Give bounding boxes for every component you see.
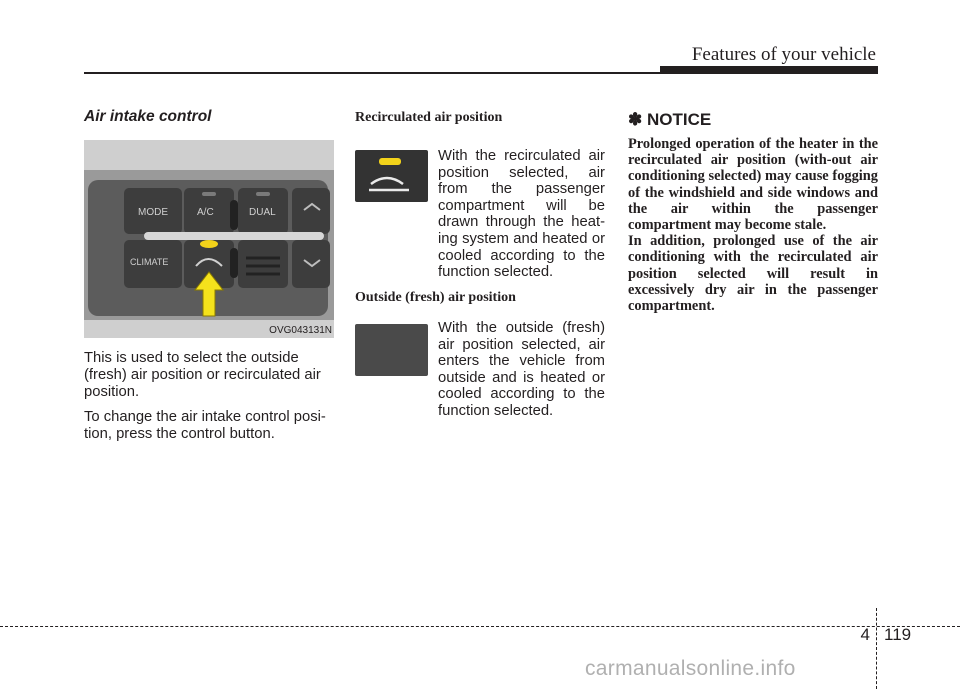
page-number: 119: [884, 625, 912, 644]
notice-title: ✽ NOTICE: [628, 110, 712, 129]
header-title: Features of your vehicle: [691, 44, 876, 65]
outside-air-icon: [355, 324, 428, 376]
left-column: [84, 108, 336, 451]
dual-button-label: DUAL: [249, 207, 276, 218]
notice-paragraph-2: In addition, prolonged use of the air conditioning with the recirculated air position selected will result in excessively dry air in the passenger compartment.: [628, 233, 878, 315]
ac-button-label: A/C: [197, 207, 214, 218]
outside-heading: Outside (fresh) air position: [355, 290, 516, 305]
control-panel-photo: [84, 140, 334, 338]
notice-box: [628, 110, 878, 314]
section-title: Air intake control: [84, 108, 212, 125]
recirculation-icon: [355, 150, 428, 202]
climate-button-label: CLIMATE: [130, 257, 169, 267]
control-panel-illustration: [84, 140, 334, 338]
outside-description: With the outside (fresh) air position selected, air enters the vehicle from outside and is heated or cooled according to the function selected.: [438, 320, 605, 419]
middle-column: [355, 110, 605, 456]
header-rule-accent: [660, 66, 878, 73]
instruction-paragraph: To change the air intake control posi-tion, press the control button.: [84, 409, 326, 442]
recirc-heading: Recirculated air position: [355, 110, 503, 125]
recirc-description: With the recirculated air position selected, air from the passenger compartment will be drawn through the heat-ing system and heated or cooled according to the function selected.: [438, 148, 605, 281]
footer-rule: [0, 626, 960, 627]
mode-button-label: MODE: [138, 207, 168, 218]
watermark: carmanualsonline.info: [585, 657, 796, 680]
notice-paragraph: Prolonged operation of the heater in the recirculated air position (with-out air conditioning selected) may cause fogging of the windshield and side windows and the air within the passenger compartment may become stale.: [628, 136, 878, 234]
description-paragraph: This is used to select the outside (fresh) air position or recirculated air position.: [84, 350, 321, 400]
photo-caption: OVG043131N: [269, 325, 332, 336]
footer-divider: [876, 608, 877, 689]
chapter-number: 4: [860, 625, 870, 644]
